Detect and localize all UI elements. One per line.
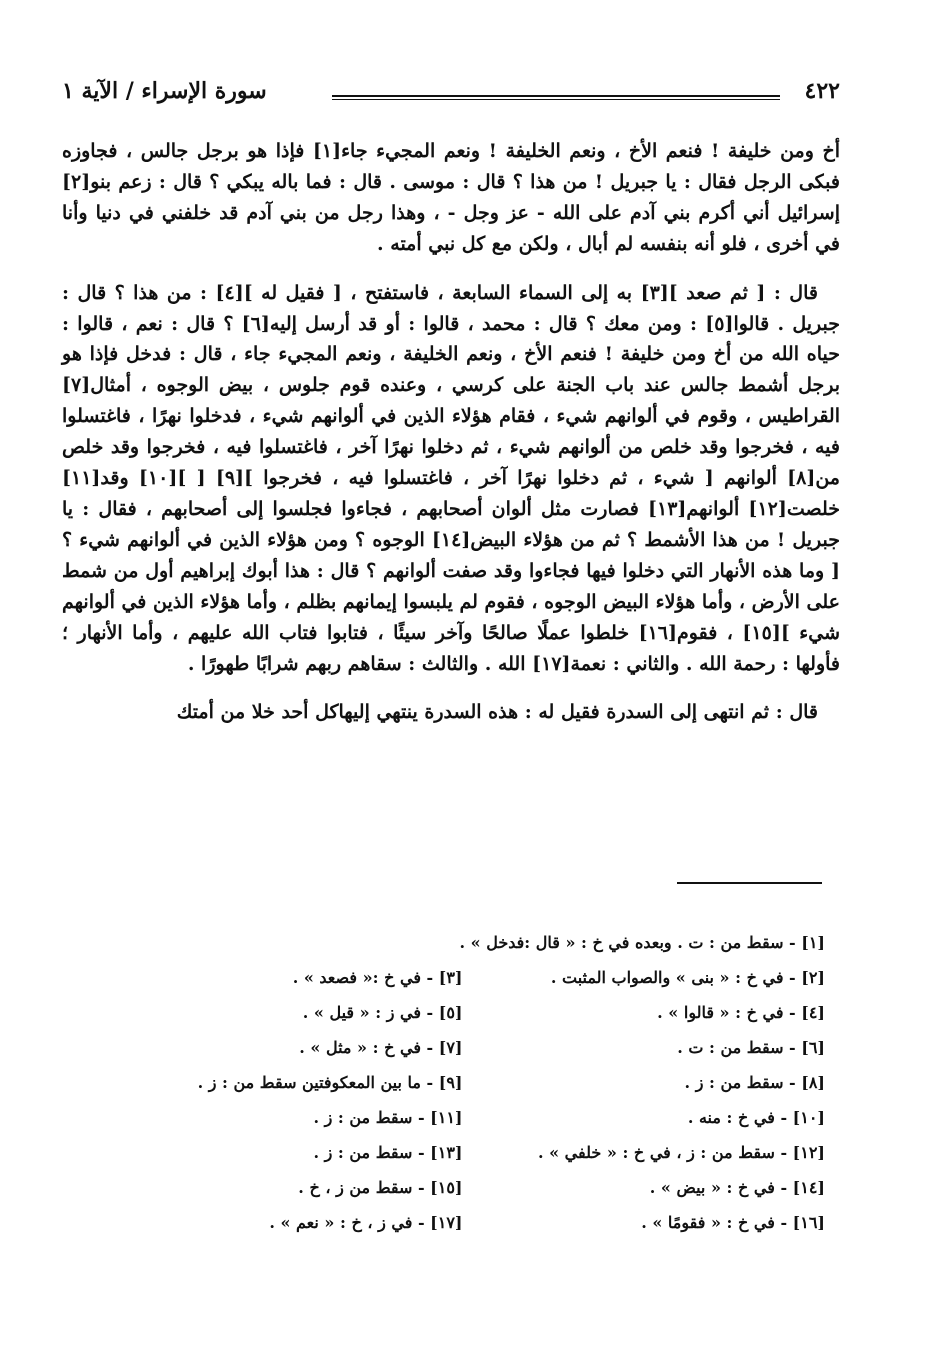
footnote-grid xyxy=(100,960,825,1240)
header-rule xyxy=(332,95,780,100)
footnote: [١] - سقط من : ت . وبعده في خ : « قال :فدخل » . xyxy=(459,933,825,952)
footnote: [١٢] - سقط من : ز ، في خ : « خلفي » . xyxy=(537,1143,825,1162)
surah-title: سورة الإسراء / الآية ١ xyxy=(62,78,267,104)
footnote: [١٠] - في خ : منه . xyxy=(687,1108,825,1127)
footnote: [٦] - سقط من : ت . xyxy=(677,1038,825,1057)
page-number: ٤٢٢ xyxy=(804,78,840,104)
footnote: [٨] - سقط من : ز . xyxy=(684,1073,825,1092)
page-header xyxy=(62,78,840,112)
footnote: [٩] - ما بين المعكوفتين سقط من : ز . xyxy=(197,1073,463,1092)
main-text xyxy=(62,136,840,728)
footnote: [١٧] - في ز ، خ : « نعم » . xyxy=(269,1213,463,1232)
footnote-separator xyxy=(677,882,822,884)
footnote: [١١] - سقط من : ز . xyxy=(313,1108,463,1127)
paragraph: أخ ومن خليفة ! فنعم الأخ ، ونعم الخليفة ! ونعم المجيء جاء[١] فإذا هو برجل جالس ، فجاوزه فبكى الرجل فقال : يا جبريل ! من هذا ؟ قال : موسى . قال : فما باله يبكي ؟ قال : زعم بنو[٢] إسرائيل أني أكرم بني آدم على الله - عز وجل - ، وهذا رجل من بني آدم قد خلفني في دنيا وأنا في أخرى ، فلو أنه بنفسه لم أبال ، ولكن مع كل نبي أمته . xyxy=(62,140,840,255)
footnote: [١٤] - في خ : « بيض » . xyxy=(649,1178,825,1197)
footnote: [٧] - في خ : « مثل » . xyxy=(299,1038,463,1057)
footnote: [٤] - في خ : « قالوا » . xyxy=(657,1003,825,1022)
footnote: [١٣] - سقط من : ز . xyxy=(313,1143,463,1162)
footnotes xyxy=(100,925,825,1240)
footnote: [١٦] - في خ : « فقومًا » . xyxy=(641,1213,825,1232)
footnote: [٢] - في خ : « بنى » والصواب المثبت . xyxy=(550,968,825,987)
footnote: [٣] - في خ :« فصعد » . xyxy=(292,968,463,987)
footnote: [٥] - في ز : « قيل » . xyxy=(302,1003,463,1022)
paragraph: قال : ثم انتهى إلى السدرة فقيل له : هذه السدرة ينتهي إليهاكل أحد خلا من أمتك xyxy=(176,701,818,724)
footnote: [١٥] - سقط من ز ، خ . xyxy=(298,1178,463,1197)
paragraph: قال : [ ثم صعد ][٣] به إلى السماء السابعة ، فاستفتح ، [ فقيل له ][٤] : من هذا ؟ قال : جبريل . قالوا[٥] : ومن معك ؟ قال : محمد ، قالوا : أو قد أرسل إليه[٦] ؟ قال : نعم ، قالوا : حياه الله من أخ ومن خليفة ! فنعم الأخ ، ونعم الخليفة ، ونعم المجيء جاء ، قال : فدخل فإذا هو برجل أشمط جالس عند باب الجنة على كرسي ، وعنده قوم جلوس ، بيض الوجوه ، أمثال[٧] القراطيس ، وقوم في ألوانهم شيء ، فقام هؤلاء الذين في ألوانهم شيء ، فدخلوا نهرًا ، فاغتسلوا فيه ، فخرجوا وقد خلص من ألوانهم شيء ، ثم دخلوا نهرًا آخر ، فاغتسلوا فيه ، فخرجوا وقد خلص من[٨] ألوانهم [ شيء ، ثم دخلوا نهرًا آخر ، فاغتسلوا فيه ، فخرجوا ][٩] [ ][١٠] وقد[١١] خلصت[١٢] ألوانهم[١٣] فصارت مثل ألوان أصحابهم ، فجاءوا فجلسوا إلى أصحابهم ، فقال : يا جبريل ! من هذا الأشمط ؟ ثم من هؤلاء البيض[١٤] الوجوه ؟ ومن هؤلاء الذين في ألوانهم شيء ؟ [ وما هذه الأنهار التي دخلوا فيها فجاءوا وقد صفت ألوانهم ؟ قال : هذا أبوك إبراهيم أول من شمط على الأرض ، وأما هؤلاء البيض الوجوه ، فقوم لم يلبسوا إيمانهم بظلم ، وأما هؤلاء الذين في ألوانهم شيء ][١٥] ، فقوم[١٦] خلطوا عملًا صالحًا وآخر سيئًا ، فتابوا فتاب الله عليهم ، وأما الأنهار ؛ فأولها : رحمة الله . والثاني : نعمة[١٧] الله . والثالث : سقاهم ربهم شرابًا طهورًا . xyxy=(62,281,841,675)
